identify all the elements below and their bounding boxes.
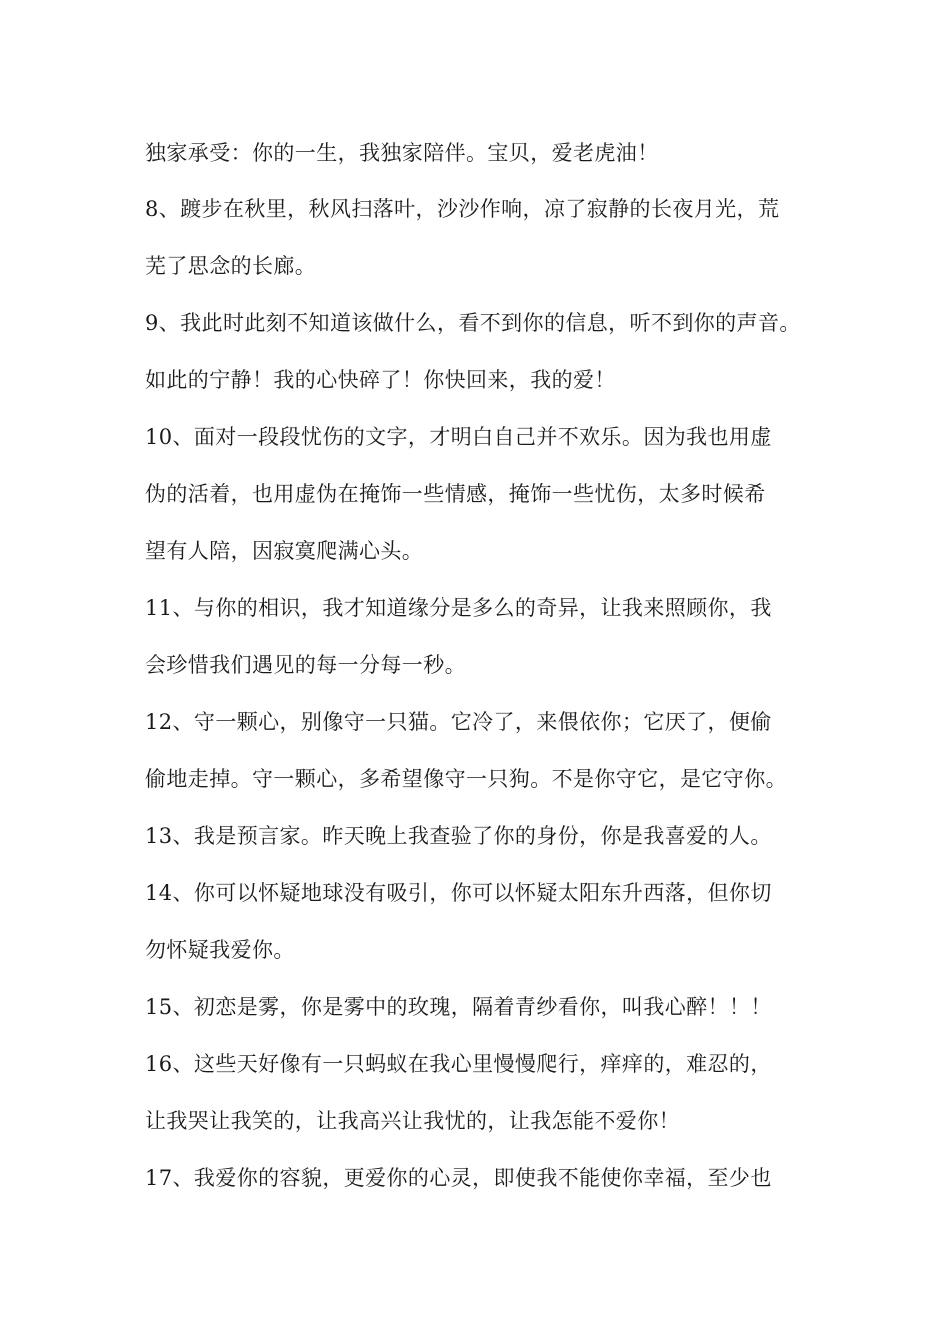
text-line: 8、踱步在秋里，秋风扫落叶，沙沙作响，凉了寂静的长夜月光，荒: [145, 197, 780, 221]
text-line: 偷地走掉。守一颗心，多希望像守一只狗。不是你守它，是它守你。: [145, 767, 787, 791]
text-line: 伪的活着，也用虚伪在掩饰一些情感，掩饰一些忧伤，太多时候希: [145, 482, 766, 506]
text-line: 11、与你的相识，我才知道缘分是多么的奇异，让我来照顾你，我: [145, 596, 772, 620]
text-line: 会珍惜我们遇见的每一分每一秒。: [145, 653, 466, 677]
text-line: 13、我是预言家。昨天晚上我查验了你的身份，你是我喜爱的人。: [145, 824, 772, 848]
text-line: 让我哭让我笑的，让我高兴让我忧的，让我怎能不爱你！: [145, 1109, 680, 1133]
text-line: 9、我此时此刻不知道该做什么，看不到你的信息，听不到你的声音。: [145, 311, 801, 335]
text-line: 芜了思念的长廊。: [145, 254, 317, 278]
text-line: 15、初恋是雾，你是雾中的玫瑰，隔着青纱看你，叫我心醉！！！: [145, 995, 772, 1019]
text-line: 独家承受：你的一生，我独家陪伴。宝贝，爱老虎油！: [145, 141, 659, 165]
text-line: 如此的宁静！我的心快碎了！你快回来，我的爱！: [145, 368, 616, 392]
text-line: 16、这些天好像有一只蚂蚁在我心里慢慢爬行，痒痒的，难忍的，: [145, 1052, 772, 1076]
text-line: 望有人陪，因寂寞爬满心头。: [145, 539, 424, 563]
text-line: 17、我爱你的容貌，更爱你的心灵，即使我不能使你幸福，至少也: [145, 1166, 772, 1190]
text-line: 勿怀疑我爱你。: [145, 938, 295, 962]
text-line: 10、面对一段段忧伤的文字，才明白自己并不欢乐。因为我也用虚: [145, 425, 772, 449]
text-line: 14、你可以怀疑地球没有吸引，你可以怀疑太阳东升西落，但你切: [145, 881, 772, 905]
text-line: 12、守一颗心，别像守一只猫。它冷了，来偎依你；它厌了，便偷: [145, 710, 772, 734]
